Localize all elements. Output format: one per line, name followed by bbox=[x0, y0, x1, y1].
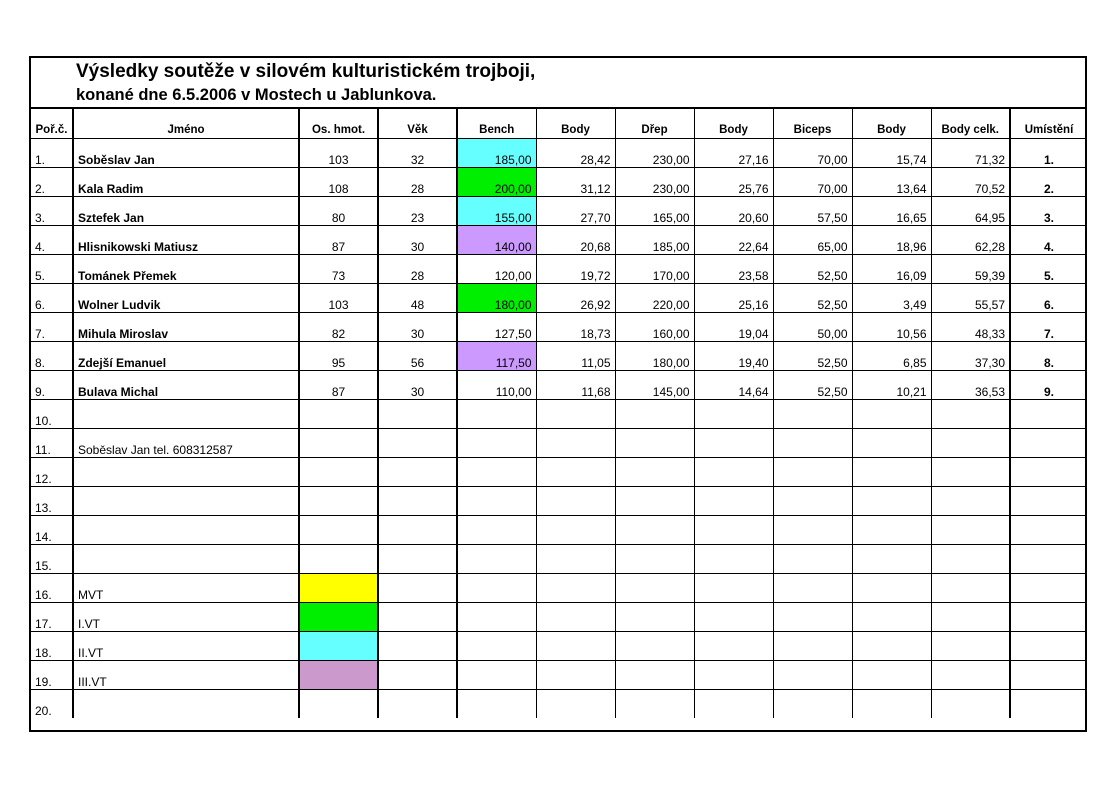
empty-cell bbox=[615, 573, 694, 602]
squat-points: 20,60 bbox=[694, 196, 773, 225]
empty-cell bbox=[694, 660, 773, 689]
empty-cell bbox=[457, 399, 536, 428]
empty-cell bbox=[536, 573, 615, 602]
empty-cell bbox=[694, 428, 773, 457]
table-row bbox=[31, 283, 1087, 312]
bench-result: 120,00 bbox=[457, 254, 536, 283]
empty-cell bbox=[931, 515, 1010, 544]
empty-cell bbox=[773, 428, 852, 457]
biceps-points: 6,85 bbox=[852, 341, 931, 370]
empty-cell bbox=[378, 486, 457, 515]
empty-cell bbox=[852, 428, 931, 457]
empty-cell bbox=[773, 486, 852, 515]
empty-cell bbox=[852, 573, 931, 602]
empty-cell bbox=[536, 486, 615, 515]
header-cell: Věk bbox=[378, 108, 457, 138]
empty-cell bbox=[1010, 602, 1087, 631]
empty-cell bbox=[615, 457, 694, 486]
table-row bbox=[31, 602, 1087, 631]
placement: 4. bbox=[1010, 225, 1087, 254]
note-cell bbox=[73, 399, 299, 428]
empty-cell bbox=[1010, 486, 1087, 515]
biceps-points: 10,21 bbox=[852, 370, 931, 399]
empty-cell bbox=[457, 631, 536, 660]
row-number: 4. bbox=[31, 225, 73, 254]
empty-cell bbox=[773, 515, 852, 544]
empty-cell bbox=[378, 457, 457, 486]
empty-cell bbox=[931, 457, 1010, 486]
total-points: 37,30 bbox=[931, 341, 1010, 370]
table-row bbox=[31, 428, 1087, 457]
row-number: 19. bbox=[31, 660, 73, 689]
empty-cell bbox=[852, 486, 931, 515]
squat-result: 145,00 bbox=[615, 370, 694, 399]
empty-cell bbox=[852, 631, 931, 660]
empty-cell bbox=[536, 457, 615, 486]
empty-cell bbox=[615, 660, 694, 689]
placement: 3. bbox=[1010, 196, 1087, 225]
bench-result: 117,50 bbox=[457, 341, 536, 370]
empty-cell bbox=[1010, 631, 1087, 660]
header-cell: Umístění bbox=[1010, 108, 1087, 138]
empty-cell bbox=[615, 486, 694, 515]
title-block bbox=[76, 60, 535, 106]
empty-cell bbox=[694, 399, 773, 428]
empty-cell bbox=[931, 631, 1010, 660]
empty-cell bbox=[536, 631, 615, 660]
empty-cell bbox=[1010, 689, 1087, 718]
row-number: 8. bbox=[31, 341, 73, 370]
table-row bbox=[31, 486, 1087, 515]
body-weight: 103 bbox=[299, 138, 378, 167]
age: 28 bbox=[378, 254, 457, 283]
table-row bbox=[31, 515, 1087, 544]
biceps-points: 10,56 bbox=[852, 312, 931, 341]
empty-cell bbox=[457, 573, 536, 602]
empty-cell bbox=[378, 689, 457, 718]
row-number: 6. bbox=[31, 283, 73, 312]
page-title: Výsledky soutěže v silovém kulturistickém trojboji, bbox=[76, 61, 536, 82]
squat-points: 27,16 bbox=[694, 138, 773, 167]
empty-cell bbox=[773, 631, 852, 660]
table-row bbox=[31, 312, 1087, 341]
biceps-points: 18,96 bbox=[852, 225, 931, 254]
biceps-points: 16,65 bbox=[852, 196, 931, 225]
empty-cell bbox=[299, 399, 378, 428]
bench-points: 11,05 bbox=[536, 341, 615, 370]
biceps-result: 50,00 bbox=[773, 312, 852, 341]
note-cell bbox=[73, 486, 299, 515]
age: 32 bbox=[378, 138, 457, 167]
row-number: 7. bbox=[31, 312, 73, 341]
row-number: 15. bbox=[31, 544, 73, 573]
empty-cell bbox=[694, 544, 773, 573]
bench-points: 18,73 bbox=[536, 312, 615, 341]
empty-cell bbox=[1010, 457, 1087, 486]
empty-cell bbox=[931, 689, 1010, 718]
body-weight: 82 bbox=[299, 312, 378, 341]
row-number: 3. bbox=[31, 196, 73, 225]
empty-cell bbox=[694, 515, 773, 544]
table-row bbox=[31, 399, 1087, 428]
empty-cell bbox=[299, 544, 378, 573]
bench-result: 200,00 bbox=[457, 167, 536, 196]
empty-cell bbox=[694, 457, 773, 486]
empty-cell bbox=[615, 428, 694, 457]
competitor-name: Tománek Přemek bbox=[73, 254, 299, 283]
age: 56 bbox=[378, 341, 457, 370]
empty-cell bbox=[694, 486, 773, 515]
empty-cell bbox=[536, 602, 615, 631]
empty-cell bbox=[1010, 544, 1087, 573]
body-weight: 73 bbox=[299, 254, 378, 283]
empty-cell bbox=[536, 399, 615, 428]
empty-cell bbox=[615, 631, 694, 660]
empty-cell bbox=[457, 689, 536, 718]
total-points: 70,52 bbox=[931, 167, 1010, 196]
total-points: 36,53 bbox=[931, 370, 1010, 399]
header-cell: Jméno bbox=[73, 108, 299, 138]
placement: 1. bbox=[1010, 138, 1087, 167]
bench-result: 110,00 bbox=[457, 370, 536, 399]
empty-cell bbox=[536, 544, 615, 573]
placement: 8. bbox=[1010, 341, 1087, 370]
results-table bbox=[31, 107, 1087, 718]
table-row bbox=[31, 573, 1087, 602]
table-row bbox=[31, 225, 1087, 254]
bench-points: 27,70 bbox=[536, 196, 615, 225]
empty-cell bbox=[852, 602, 931, 631]
squat-result: 165,00 bbox=[615, 196, 694, 225]
table-row bbox=[31, 370, 1087, 399]
body-weight: 87 bbox=[299, 225, 378, 254]
empty-cell bbox=[773, 457, 852, 486]
biceps-result: 52,50 bbox=[773, 283, 852, 312]
header-cell: Body bbox=[852, 108, 931, 138]
total-points: 71,32 bbox=[931, 138, 1010, 167]
squat-points: 19,40 bbox=[694, 341, 773, 370]
legend-swatch bbox=[299, 573, 378, 602]
empty-cell bbox=[299, 486, 378, 515]
empty-cell bbox=[852, 515, 931, 544]
empty-cell bbox=[931, 399, 1010, 428]
header-cell: Body bbox=[536, 108, 615, 138]
empty-cell bbox=[615, 689, 694, 718]
empty-cell bbox=[852, 399, 931, 428]
header-cell: Dřep bbox=[615, 108, 694, 138]
empty-cell bbox=[694, 602, 773, 631]
table-row bbox=[31, 138, 1087, 167]
note-cell bbox=[73, 689, 299, 718]
empty-cell bbox=[773, 660, 852, 689]
empty-cell bbox=[457, 544, 536, 573]
squat-result: 160,00 bbox=[615, 312, 694, 341]
header-cell: Bench bbox=[457, 108, 536, 138]
empty-cell bbox=[457, 486, 536, 515]
empty-cell bbox=[536, 515, 615, 544]
empty-cell bbox=[1010, 399, 1087, 428]
empty-cell bbox=[852, 544, 931, 573]
row-number: 2. bbox=[31, 167, 73, 196]
biceps-result: 57,50 bbox=[773, 196, 852, 225]
empty-cell bbox=[299, 689, 378, 718]
empty-cell bbox=[931, 428, 1010, 457]
empty-cell bbox=[852, 457, 931, 486]
placement: 9. bbox=[1010, 370, 1087, 399]
bench-points: 31,12 bbox=[536, 167, 615, 196]
squat-points: 22,64 bbox=[694, 225, 773, 254]
bench-result: 185,00 bbox=[457, 138, 536, 167]
empty-cell bbox=[773, 602, 852, 631]
total-points: 59,39 bbox=[931, 254, 1010, 283]
row-number: 14. bbox=[31, 515, 73, 544]
bench-points: 11,68 bbox=[536, 370, 615, 399]
empty-cell bbox=[1010, 428, 1087, 457]
biceps-points: 16,09 bbox=[852, 254, 931, 283]
note-cell bbox=[73, 515, 299, 544]
placement: 5. bbox=[1010, 254, 1087, 283]
table-row bbox=[31, 196, 1087, 225]
empty-cell bbox=[378, 660, 457, 689]
empty-cell bbox=[457, 602, 536, 631]
header-cell: Body celk. bbox=[931, 108, 1010, 138]
empty-cell bbox=[1010, 515, 1087, 544]
empty-cell bbox=[931, 573, 1010, 602]
squat-result: 230,00 bbox=[615, 138, 694, 167]
row-number: 10. bbox=[31, 399, 73, 428]
competitor-name: Hlisnikowski Matiusz bbox=[73, 225, 299, 254]
empty-cell bbox=[378, 573, 457, 602]
header-cell: Poř.č. bbox=[31, 108, 73, 138]
bench-result: 140,00 bbox=[457, 225, 536, 254]
age: 30 bbox=[378, 312, 457, 341]
bench-result: 127,50 bbox=[457, 312, 536, 341]
biceps-points: 3,49 bbox=[852, 283, 931, 312]
empty-cell bbox=[378, 631, 457, 660]
header-row bbox=[31, 108, 1087, 138]
bench-result: 180,00 bbox=[457, 283, 536, 312]
empty-cell bbox=[536, 689, 615, 718]
body-weight: 87 bbox=[299, 370, 378, 399]
age: 23 bbox=[378, 196, 457, 225]
empty-cell bbox=[536, 660, 615, 689]
squat-points: 25,16 bbox=[694, 283, 773, 312]
empty-cell bbox=[378, 399, 457, 428]
competitor-name: Bulava Michal bbox=[73, 370, 299, 399]
table-row bbox=[31, 341, 1087, 370]
note-cell bbox=[73, 544, 299, 573]
body-weight: 80 bbox=[299, 196, 378, 225]
header-cell: Biceps bbox=[773, 108, 852, 138]
empty-cell bbox=[931, 486, 1010, 515]
empty-cell bbox=[773, 573, 852, 602]
row-number: 5. bbox=[31, 254, 73, 283]
age: 48 bbox=[378, 283, 457, 312]
biceps-result: 52,50 bbox=[773, 370, 852, 399]
results-sheet bbox=[29, 56, 1087, 732]
page-subtitle: konané dne 6.5.2006 v Mostech u Jablunkova. bbox=[76, 86, 437, 104]
legend-swatch bbox=[299, 631, 378, 660]
row-number: 13. bbox=[31, 486, 73, 515]
age: 28 bbox=[378, 167, 457, 196]
row-number: 1. bbox=[31, 138, 73, 167]
empty-cell bbox=[299, 428, 378, 457]
table-row bbox=[31, 254, 1087, 283]
competitor-name: Kala Radim bbox=[73, 167, 299, 196]
empty-cell bbox=[1010, 573, 1087, 602]
empty-cell bbox=[378, 602, 457, 631]
biceps-result: 52,50 bbox=[773, 254, 852, 283]
empty-cell bbox=[615, 399, 694, 428]
squat-points: 25,76 bbox=[694, 167, 773, 196]
empty-cell bbox=[615, 602, 694, 631]
biceps-points: 13,64 bbox=[852, 167, 931, 196]
empty-cell bbox=[457, 428, 536, 457]
squat-result: 180,00 bbox=[615, 341, 694, 370]
age: 30 bbox=[378, 370, 457, 399]
bench-points: 28,42 bbox=[536, 138, 615, 167]
empty-cell bbox=[694, 573, 773, 602]
biceps-result: 52,50 bbox=[773, 341, 852, 370]
legend-label: III.VT bbox=[73, 660, 299, 689]
empty-cell bbox=[1010, 660, 1087, 689]
bench-points: 20,68 bbox=[536, 225, 615, 254]
table-row bbox=[31, 544, 1087, 573]
empty-cell bbox=[536, 428, 615, 457]
empty-cell bbox=[299, 457, 378, 486]
squat-result: 170,00 bbox=[615, 254, 694, 283]
empty-cell bbox=[378, 428, 457, 457]
empty-cell bbox=[694, 631, 773, 660]
empty-cell bbox=[773, 544, 852, 573]
table-row bbox=[31, 631, 1087, 660]
table-row bbox=[31, 689, 1087, 718]
competitor-name: Wolner Ludvik bbox=[73, 283, 299, 312]
empty-cell bbox=[615, 515, 694, 544]
biceps-result: 65,00 bbox=[773, 225, 852, 254]
total-points: 62,28 bbox=[931, 225, 1010, 254]
empty-cell bbox=[457, 457, 536, 486]
empty-cell bbox=[457, 660, 536, 689]
placement: 2. bbox=[1010, 167, 1087, 196]
total-points: 64,95 bbox=[931, 196, 1010, 225]
body-weight: 108 bbox=[299, 167, 378, 196]
empty-cell bbox=[931, 544, 1010, 573]
squat-points: 14,64 bbox=[694, 370, 773, 399]
note-cell bbox=[73, 457, 299, 486]
bench-points: 19,72 bbox=[536, 254, 615, 283]
table-row bbox=[31, 660, 1087, 689]
header-cell: Os. hmot. bbox=[299, 108, 378, 138]
placement: 7. bbox=[1010, 312, 1087, 341]
squat-points: 23,58 bbox=[694, 254, 773, 283]
legend-swatch bbox=[299, 602, 378, 631]
row-number: 18. bbox=[31, 631, 73, 660]
empty-cell bbox=[299, 515, 378, 544]
squat-points: 19,04 bbox=[694, 312, 773, 341]
empty-cell bbox=[773, 689, 852, 718]
row-number: 11. bbox=[31, 428, 73, 457]
bench-result: 155,00 bbox=[457, 196, 536, 225]
squat-result: 185,00 bbox=[615, 225, 694, 254]
empty-cell bbox=[694, 689, 773, 718]
empty-cell bbox=[931, 602, 1010, 631]
note-cell: Soběslav Jan tel. 608312587 bbox=[73, 428, 299, 457]
empty-cell bbox=[773, 399, 852, 428]
legend-label: II.VT bbox=[73, 631, 299, 660]
body-weight: 103 bbox=[299, 283, 378, 312]
row-number: 16. bbox=[31, 573, 73, 602]
competitor-name: Sztefek Jan bbox=[73, 196, 299, 225]
empty-cell bbox=[457, 515, 536, 544]
squat-result: 230,00 bbox=[615, 167, 694, 196]
legend-label: I.VT bbox=[73, 602, 299, 631]
row-number: 20. bbox=[31, 689, 73, 718]
squat-result: 220,00 bbox=[615, 283, 694, 312]
table-row bbox=[31, 167, 1087, 196]
total-points: 48,33 bbox=[931, 312, 1010, 341]
biceps-points: 15,74 bbox=[852, 138, 931, 167]
body-weight: 95 bbox=[299, 341, 378, 370]
row-number: 12. bbox=[31, 457, 73, 486]
biceps-result: 70,00 bbox=[773, 167, 852, 196]
age: 30 bbox=[378, 225, 457, 254]
empty-cell bbox=[931, 660, 1010, 689]
legend-swatch bbox=[299, 660, 378, 689]
table-row bbox=[31, 457, 1087, 486]
competitor-name: Mihula Miroslav bbox=[73, 312, 299, 341]
competitor-name: Soběslav Jan bbox=[73, 138, 299, 167]
empty-cell bbox=[615, 544, 694, 573]
row-number: 17. bbox=[31, 602, 73, 631]
row-number: 9. bbox=[31, 370, 73, 399]
legend-label: MVT bbox=[73, 573, 299, 602]
header-cell: Body bbox=[694, 108, 773, 138]
total-points: 55,57 bbox=[931, 283, 1010, 312]
empty-cell bbox=[378, 544, 457, 573]
biceps-result: 70,00 bbox=[773, 138, 852, 167]
competitor-name: Zdejší Emanuel bbox=[73, 341, 299, 370]
empty-cell bbox=[378, 515, 457, 544]
placement: 6. bbox=[1010, 283, 1087, 312]
bench-points: 26,92 bbox=[536, 283, 615, 312]
empty-cell bbox=[852, 689, 931, 718]
empty-cell bbox=[852, 660, 931, 689]
